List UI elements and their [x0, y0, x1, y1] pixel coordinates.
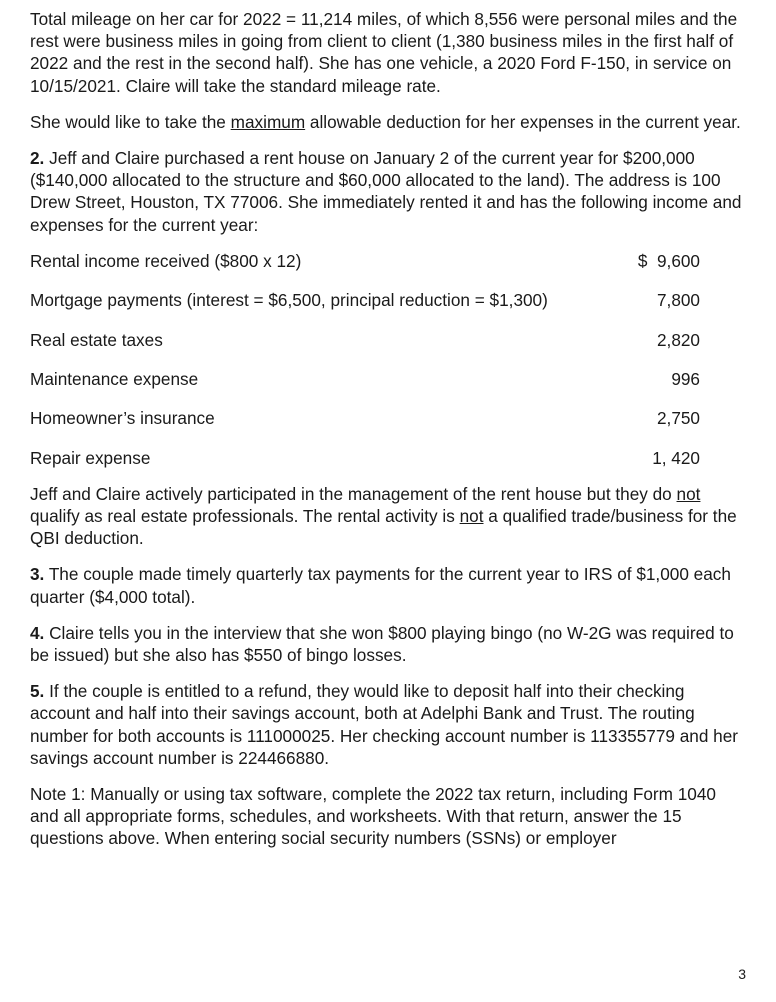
- underlined-maximum: maximum: [230, 111, 306, 132]
- row-label: Maintenance expense: [30, 369, 199, 389]
- item-3-paragraph: 3. The couple made timely quarterly tax payments for the current year to IRS of $1,000 each quarter ($4,000 total).: [30, 564, 731, 607]
- item-number: 2.: [30, 148, 45, 169]
- mileage-paragraph: Total mileage on her car for 2022 = 11,214 miles, of which 8,556 were personal miles and the rest were business miles in going from client to client (1,380 business miles in the first half of 2022 and the rest in the second half). She has one vehicle, a 2020 Ford F-150, in service on 10/15/2021. Claire will take the standard mileage rate.: [30, 9, 738, 96]
- row-amount: 1, 420: [652, 447, 700, 468]
- item-number: 3.: [30, 564, 45, 585]
- underlined-not: not: [459, 505, 484, 526]
- row-label: Homeowner’s insurance: [30, 408, 215, 429]
- row-amount: 996: [671, 369, 700, 389]
- row-amount: 2,820: [656, 329, 700, 350]
- item-number: 4.: [30, 622, 45, 643]
- participation-paragraph: Jeff and Claire actively participated in the management of the rent house but they do not qualify as real estate professionals. The rental activity is not a qualified trade/business for the QBI deduction.: [30, 483, 737, 549]
- list-item: [30, 250, 746, 289]
- row-amount: $ 9,600: [637, 250, 700, 271]
- list-item: [30, 289, 746, 328]
- document-page: [30, 8, 746, 850]
- underlined-not: not: [676, 483, 701, 504]
- deduction-paragraph: She would like to take the maximum allowable deduction for her expenses in the current year.: [30, 111, 741, 132]
- list-item: [30, 407, 746, 446]
- page-number: 3: [738, 966, 746, 982]
- item-4-paragraph: 4. Claire tells you in the interview that she won $800 playing bingo (no W-2G was required to be issued) but she also has $550 of bingo losses.: [30, 622, 734, 665]
- row-amount: 2,750: [656, 408, 700, 429]
- item-2-paragraph: 2. Jeff and Claire purchased a rent house on January 2 of the current year for $200,000 ($140,000 allocated to the structure and $60,000 allocated to the land). The address is 100 Drew Street, Houston, TX 77006. She immediately rented it and has the following income and expenses for the current year:: [30, 148, 742, 235]
- note-paragraph: Note 1: Manually or using tax software, complete the 2022 tax return, including Form 1040 and all appropriate forms, schedules, and worksheets. With that return, answer the 15 questions above. When entering social security numbers (SSNs) or employer: [30, 784, 716, 849]
- row-label: Real estate taxes: [30, 329, 163, 350]
- list-item: [30, 368, 746, 407]
- list-item: [30, 329, 746, 368]
- row-amount: 7,800: [656, 290, 700, 311]
- item-number: 5.: [30, 681, 45, 702]
- income-expense-list: [30, 250, 746, 477]
- row-label: Mortgage payments (interest = $6,500, principal reduction = $1,300): [30, 290, 548, 311]
- item-5-paragraph: 5. If the couple is entitled to a refund, they would like to deposit half into their checking account and half into their savings account, both at Adelphi Bank and Trust. The routing number for both accounts is 111000025. Her checking account number is 113355779 and her savings account number is 224466880.: [30, 681, 739, 768]
- list-item: [30, 447, 746, 477]
- row-label: Rental income received ($800 x 12): [30, 250, 302, 271]
- row-label: Repair expense: [30, 447, 151, 468]
